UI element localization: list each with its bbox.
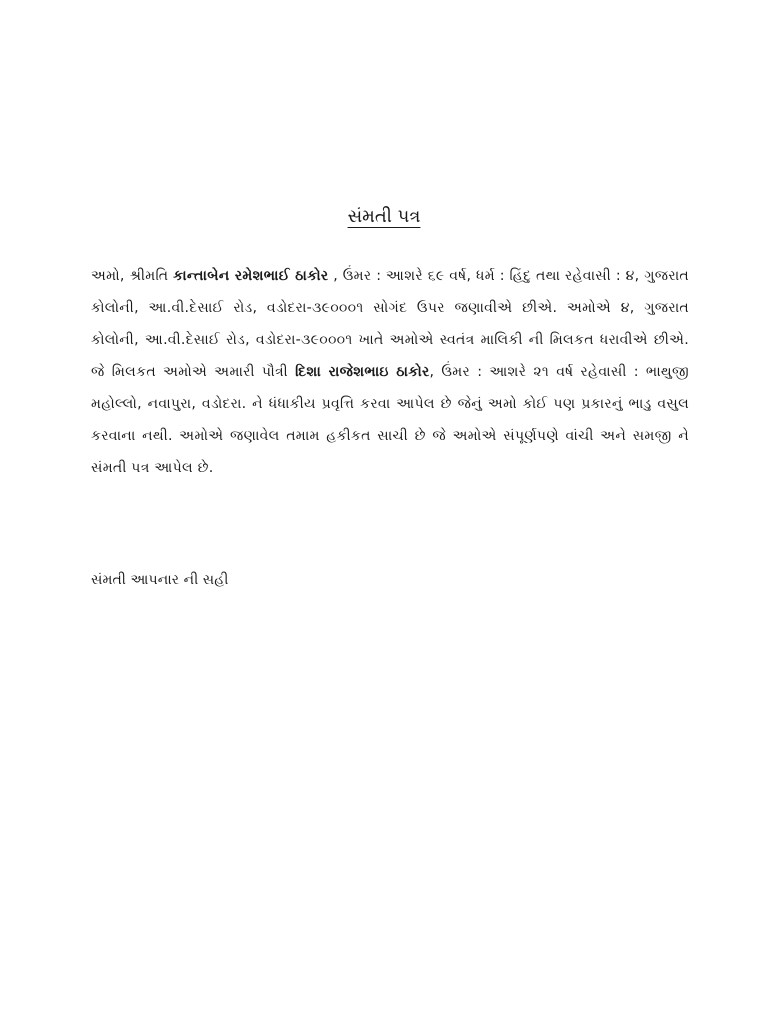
document-title-text: સંમતી પત્ર — [347, 206, 421, 227]
signature-label: સંમતી આપનાર ની સહી — [91, 572, 229, 588]
consent-paragraph — [91, 260, 689, 484]
owner-name: કાન્તાબેન રમેશભાઈ ઠાકોર — [173, 268, 329, 284]
paragraph-text-1: અમો, શ્રીમતિ — [91, 268, 174, 284]
granddaughter-name: દિશા રાજેશભાઇ ઠાકોર — [295, 364, 430, 380]
document-title — [0, 206, 768, 227]
paragraph-text-2: , ઉંમર : આશરે ૬૯ વર્ષ, ધર્મ : હિંદુ તથા રહેવાસી : ૪, ગુજરાત કોલોની, આ.વી.દેસાઈ રોડ, વડોદરા-૩૯૦૦૦૧ સોગંદ ઉપર જણાવીએ છીએ. અમોએ ૪, ગુજરાત કોલોની, આ.વી.દેસાઈ રોડ, વડોદરા-૩૯૦૦૦૧ ખાતે અમોએ સ્વતંત્ર માલિકી ની મિલકત ધરાવીએ છીએ. જે મિલકત અમોએ અમારી પૌત્રી — [91, 268, 689, 380]
paragraph-text-3: , ઉંમર : આશરે ૨૧ વર્ષ રહેવાસી : ભાથુજી મહોલ્લો, નવાપુરા, વડોદરા. ને ધંધાકીય પ્રવૃત્તિ કરવા આપેલ છે જેનું અમો કોઈ પણ પ્રકારનું ભાડુ વસુલ કરવાના નથી. અમોએ જણાવેલ તમામ હકીકત સાચી છે જે અમોએ સંપૂર્ણપણે વાંચી અને સમજી ને સંમતી પત્ર આપેલ છે. — [91, 364, 689, 476]
